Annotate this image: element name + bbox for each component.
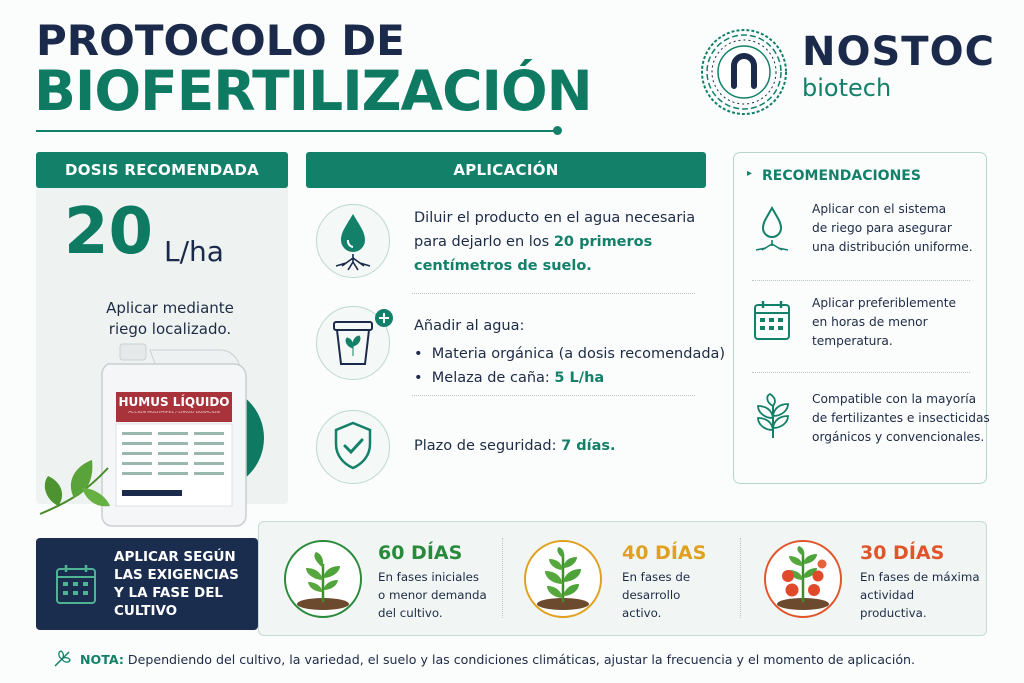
step2-intro: Añadir al agua: (414, 318, 525, 334)
dose-value: 20 (64, 195, 154, 269)
phase-1-days: 60 DÍAS (378, 542, 463, 564)
page-title-line1: PROTOCOLO DE (36, 16, 405, 65)
step2-item2-text: Melaza de caña: (431, 370, 555, 386)
step1-line3: centímetros de suelo. (414, 258, 592, 274)
phase3-line2: actividad (860, 588, 915, 602)
logo-brand: NOSTOC (802, 29, 995, 75)
rec1-line2: de riego para asegurar (812, 221, 952, 235)
rec2-line3: temperatura. (812, 334, 893, 348)
step2-item2: • Melaza de caña: 5 L/ha (414, 370, 605, 386)
phase2-line2: desarrollo (622, 588, 681, 602)
recommendation-3-text (812, 390, 990, 447)
phase-divider-1 (502, 538, 503, 618)
step2-item1: • Materia orgánica (a dosis recomendada) (414, 346, 726, 362)
dose-description (70, 298, 270, 340)
logo-subtitle: biotech (802, 74, 892, 102)
application-step1-text (414, 206, 695, 278)
recommendations-arrow-icon: ▸ (747, 168, 753, 179)
bucket-plant-icon (330, 316, 376, 370)
rec3-line1: Compatible con la mayoría (812, 392, 977, 406)
dose-desc-line2: riego localizado. (108, 320, 232, 338)
leaf-sprig-icon (34, 458, 112, 522)
crop-phase-line4: CULTIVO (114, 603, 178, 619)
plus-badge-icon (374, 308, 394, 328)
calendar-icon (54, 562, 98, 606)
recommendations-heading: RECOMENDACIONES (762, 168, 921, 184)
recommendations-divider-1 (752, 280, 970, 281)
phase2-line1: En fases de (622, 570, 691, 584)
note-label: NOTA: (80, 652, 124, 667)
phase-3-days: 30 DÍAS (860, 542, 945, 564)
phase3-line1: En fases de máxima (860, 570, 980, 584)
step1-line2 (414, 230, 695, 254)
step1-line2-text: para dejarlo en los (414, 234, 554, 250)
title-underline (36, 130, 558, 132)
recommendation-1-text (812, 200, 973, 257)
step2-item1-text: Materia orgánica (a dosis recomendada) (431, 346, 726, 362)
step1-line2-highlight: 20 primeros (553, 234, 653, 250)
dose-heading: DOSIS RECOMENDADA (36, 152, 288, 188)
phase-2-days: 40 DÍAS (622, 542, 707, 564)
note-text: Dependiendo del cultivo, la variedad, el suelo y las condiciones climáticas, ajustar la frecuencia y el momento de aplicación. (123, 652, 916, 667)
product-sublabel: ACCIÓN MULTIPAPEL / LARGO DURACIÓN (128, 411, 220, 415)
application-step2-text (414, 314, 725, 390)
recommendations-divider-2 (752, 372, 970, 373)
rec2-line2: en horas de menor (812, 315, 928, 329)
crop-phase-text (114, 548, 254, 620)
crop-phase-line3: Y LA FASE DEL (114, 585, 224, 601)
note-leaf-icon (52, 649, 72, 669)
water-drop-roots-icon (326, 210, 380, 272)
rec1-line3: una distribución uniforme. (812, 240, 973, 254)
title-underline-dot (553, 126, 562, 135)
calendar-icon (752, 298, 792, 342)
product-jug-image (100, 340, 260, 530)
phase-2-text (622, 568, 690, 622)
step1-line1: Diluir el producto en el agua necesaria (414, 210, 696, 226)
application-divider-1 (412, 293, 695, 294)
crop-phase-line1: APLICAR SEGÚN (114, 549, 236, 565)
phase-1-text (378, 568, 487, 622)
rec2-line1: Aplicar preferiblemente (812, 296, 957, 310)
shield-check-icon (332, 420, 374, 472)
step3-text: Plazo de seguridad: (414, 438, 562, 454)
dose-unit: L/ha (164, 235, 224, 268)
application-heading: APLICACIÓN (306, 152, 706, 188)
seedling-icon (290, 546, 356, 612)
phase-3-text (860, 568, 980, 622)
growing-plant-icon (530, 546, 596, 612)
rec1-line1: Aplicar con el sistema (812, 202, 947, 216)
nostoc-logo-icon (700, 28, 788, 116)
tomato-plant-icon (770, 546, 836, 612)
product-label: HUMUS LÍQUIDO (118, 395, 230, 409)
step3-highlight: 7 días. (561, 438, 616, 454)
application-step3-text (414, 434, 616, 458)
drop-roots-icon (752, 204, 792, 256)
phase1-line2: o menor demanda (378, 588, 487, 602)
phase3-line3: productiva. (860, 606, 927, 620)
phase1-line1: En fases iniciales (378, 570, 480, 584)
phase2-line3: activo. (622, 606, 662, 620)
step2-item2-highlight: 5 L/ha (554, 370, 605, 386)
dose-desc-line1: Aplicar mediante (106, 299, 234, 317)
crop-phase-line2: LAS EXIGENCIAS (114, 567, 239, 583)
phase-divider-2 (740, 538, 741, 618)
rec3-line2: de fertilizantes e insecticidas (812, 411, 990, 425)
footer-note (80, 652, 915, 667)
rec3-line3: orgánicos y convencionales. (812, 430, 985, 444)
phase1-line3: del cultivo. (378, 606, 443, 620)
page-title-line2: BIOFERTILIZACIÓN (34, 59, 592, 123)
application-divider-2 (412, 395, 695, 396)
recommendation-2-text (812, 294, 956, 351)
leaf-plant-icon (752, 392, 794, 440)
